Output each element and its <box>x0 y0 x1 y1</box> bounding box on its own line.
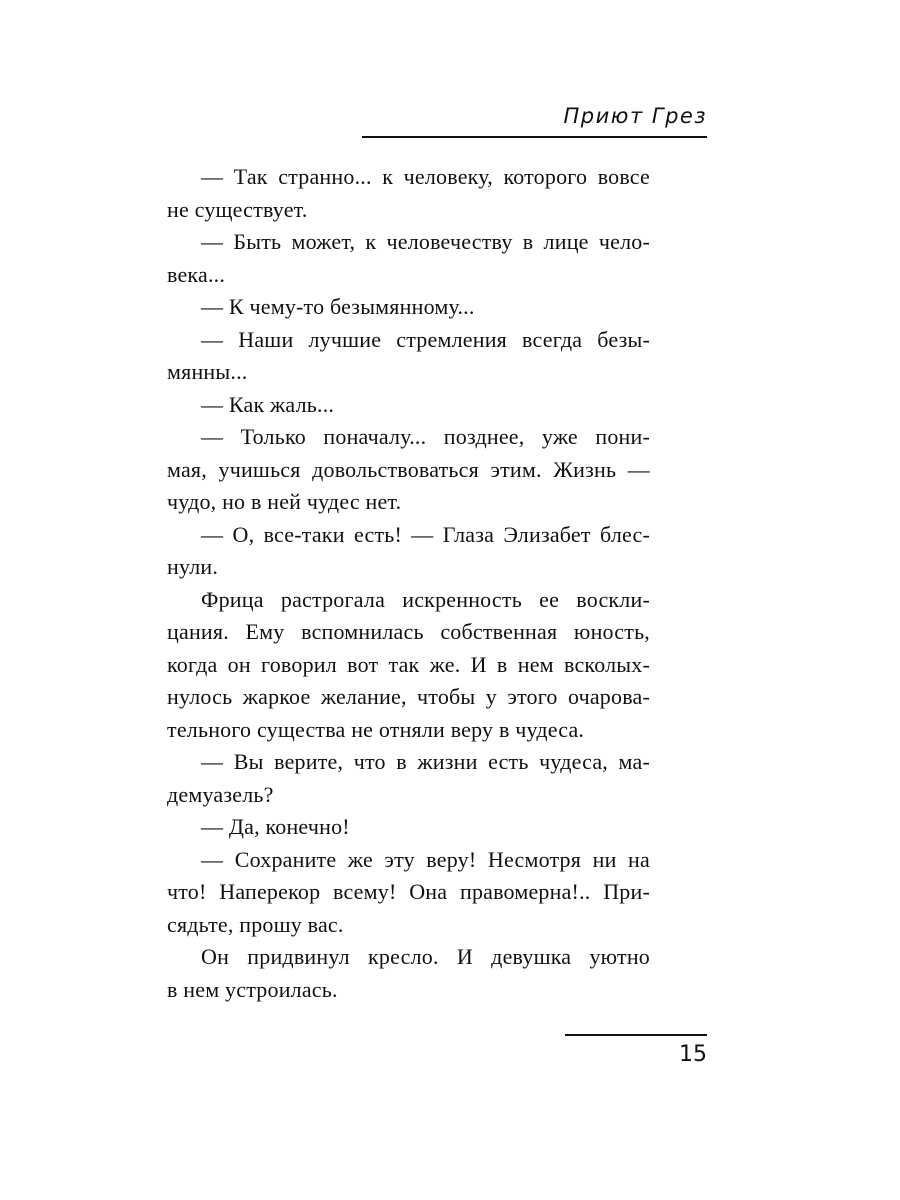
text-line: не существует. <box>167 196 308 222</box>
text-line: нули. <box>167 554 219 579</box>
paragraph <box>167 421 650 519</box>
paragraph <box>167 291 650 324</box>
text-line: — К чему-то безымянному... <box>201 294 475 319</box>
paragraph <box>167 746 650 811</box>
text-line: мая, учишься довольствоваться этим. Жизнь — <box>167 456 650 482</box>
paragraph <box>167 519 650 584</box>
text-line: — Как жаль... <box>201 391 335 417</box>
text-line: мянны... <box>167 359 248 384</box>
text-line: — Быть может, к человечеству в лице чело- <box>201 229 650 254</box>
paragraph <box>167 161 650 226</box>
text-line: — Да, конечно! <box>201 814 350 839</box>
text-line: — Сохраните же эту веру! Несмотря ни на <box>201 846 650 872</box>
text-line: в нем устроилась. <box>167 976 338 1002</box>
running-head-title: Приют Грез <box>563 104 707 128</box>
body-text <box>167 161 650 1006</box>
text-line: цания. Ему вспомнилась собственная юность, <box>167 619 650 644</box>
text-line: сядьте, прошу вас. <box>167 911 344 937</box>
paragraph <box>167 389 650 422</box>
text-line: чудо, но в ней чудес нет. <box>167 489 402 514</box>
text-line: — Вы верите, что в жизни есть чудеса, ма- <box>201 749 650 774</box>
text-line: тельного существа не отняли веру в чудеса. <box>167 716 585 742</box>
text-line: когда он говорил вот так же. И в нем всколых- <box>167 651 650 677</box>
text-line: — Только поначалу... позднее, уже пони- <box>201 424 650 449</box>
text-line: что! Наперекор всему! Она правомерна!.. При- <box>167 879 650 904</box>
text-line: — Наши лучшие стремления всегда безы- <box>201 326 650 352</box>
footer-rule <box>565 1034 707 1036</box>
page-number: 15 <box>679 1042 707 1067</box>
paragraph <box>167 811 650 844</box>
text-line: демуазель? <box>167 781 274 807</box>
header-rule <box>362 136 707 138</box>
text-line: Он придвинул кресло. И девушка уютно <box>201 944 650 969</box>
paragraph <box>167 941 650 1006</box>
text-line: нулось жаркое желание, чтобы у этого очарова- <box>167 684 650 709</box>
text-line: — О, все-таки есть! — Глаза Элизабет блес- <box>201 521 650 547</box>
text-line: — Так странно... к человеку, которого вовсе <box>201 164 650 189</box>
text-line: века... <box>167 261 226 287</box>
paragraph <box>167 324 650 389</box>
paragraph <box>167 844 650 942</box>
paragraph <box>167 584 650 747</box>
text-line: Фрица растрогала искренность ее воскли- <box>201 586 650 612</box>
paragraph <box>167 226 650 291</box>
